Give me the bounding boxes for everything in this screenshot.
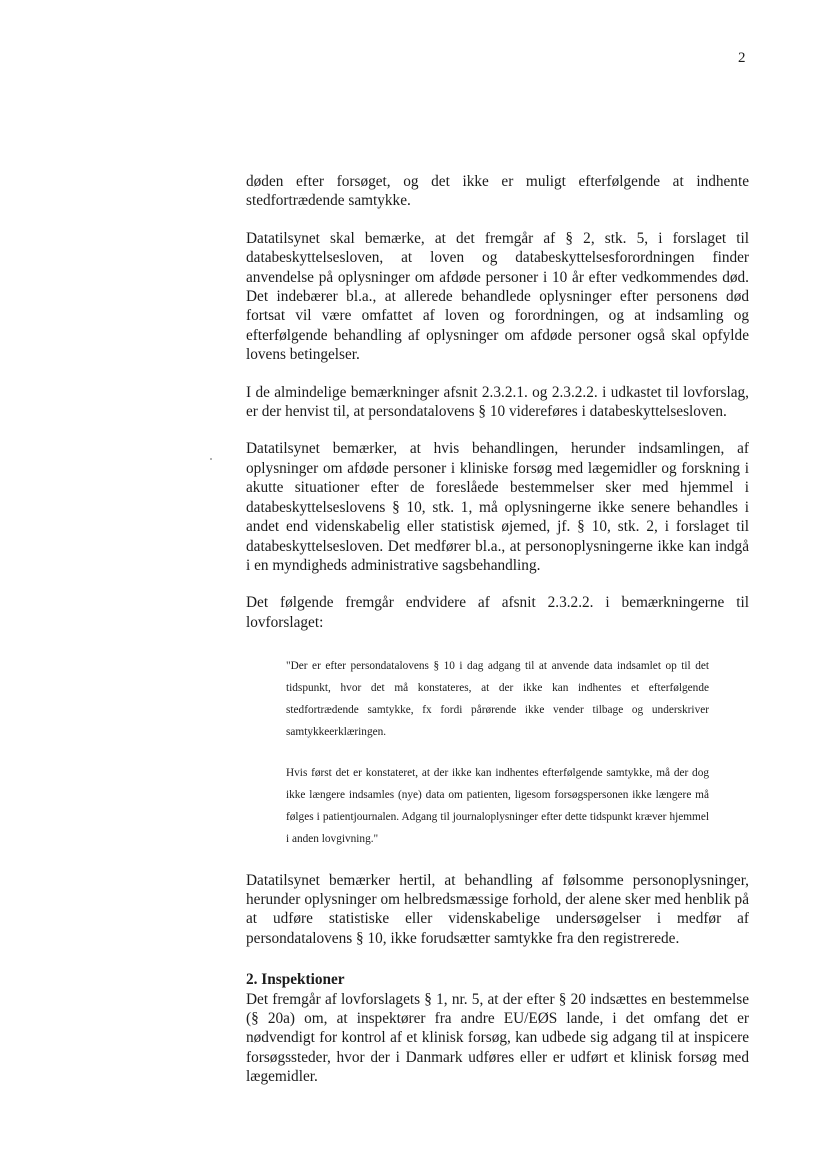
paragraph: Datatilsynet bemærker, at hvis behandlingen, herunder indsamlingen, af oplysninger om afdøde personer i kliniske forsøg med lægemidler og forskning i akutte situationer efter de foreslåede bestemmelser sker med hjemmel i databeskyttelseslovens § 10, stk. 1, må oplysningerne ikke senere behandles i andet end videnskabelig eller statistisk øjemed, jf. § 10, stk. 2, i forslaget til databeskyttelsesloven. Det medfører bl.a., at personoplysningerne ikke kan indgå i en myndigheds administrative sagsbehandling. [246,440,749,574]
page-number: 2 [738,50,746,66]
block-quote: Hvis først det er konstateret, at der ikke kan indhentes efterfølgende samtykke, må der dog ikke længere indsamles (nye) data om patienten, ligesom forsøgspersonen ikke længere må følges i patientjournalen. Adgang til journaloplysninger efter dette tidspunkt kræver hjemmel i anden lovgivning." [286,767,709,845]
paragraph: I de almindelige bemærkninger afsnit 2.3.2.1. og 2.3.2.2. i udkastet til lovforslag, er der henvist til, at persondatalovens § 10 videreføres i databeskyttelsesloven. [246,383,749,421]
paragraph: døden efter forsøget, og det ikke er muligt efterfølgende at indhente stedfortrædende samtykke. [246,173,749,210]
section-heading: 2. Inspektioner [246,971,345,989]
block-quote: "Der er efter persondatalovens § 10 i dag adgang til at anvende data indsamlet op til det tidspunkt, hvor det må konstateres, at der ikke kan indhentes et efterfølgende stedfortrædende samtykke, fx fordi pårørende ikke vender tilbage og underskriver samtykkeerklæringen. [286,660,709,738]
margin-mark [210,458,212,460]
section-body: Det fremgår af lovforslagets § 1, nr. 5, at der efter § 20 indsættes en bestemmelse (§ 20a) om, at inspektører fra andre EU/EØS lande, i det omfang det er nødvendigt for kontrol af et klinisk forsøg, kan udbede sig adgang til at inspicere forsøgssteder, hvor der i Danmark udføres eller er udført et klinisk forsøg med lægemidler. [246,990,749,1086]
paragraph: Det følgende fremgår endvidere af afsnit 2.3.2.2. i bemærkningerne til lovforslaget: [246,594,749,631]
paragraph: Datatilsynet bemærker hertil, at behandling af følsomme personoplysninger, herunder oplysninger om helbredsmæssige forhold, der alene sker med henblik på at udføre statistiske eller videnskabelige undersøgelser i medfør af persondatalovens § 10, ikke forudsætter samtykke fra den registrerede. [246,871,749,947]
document-body [246,172,749,1087]
paragraph: Datatilsynet skal bemærke, at det fremgår af § 2, stk. 5, i forslaget til databeskyttelsesloven, at loven og databeskyttelsesforordningen finder anvendelse på oplysninger om afdøde personer i 10 år efter vedkommendes død. Det indebærer bl.a., at allerede behandlede oplysninger efter personens død fortsat vil være omfattet af loven og forordningen, og at indsamling og efterfølgende behandling af oplysninger om afdøde personer også skal opfylde lovens betingelser. [246,229,749,364]
